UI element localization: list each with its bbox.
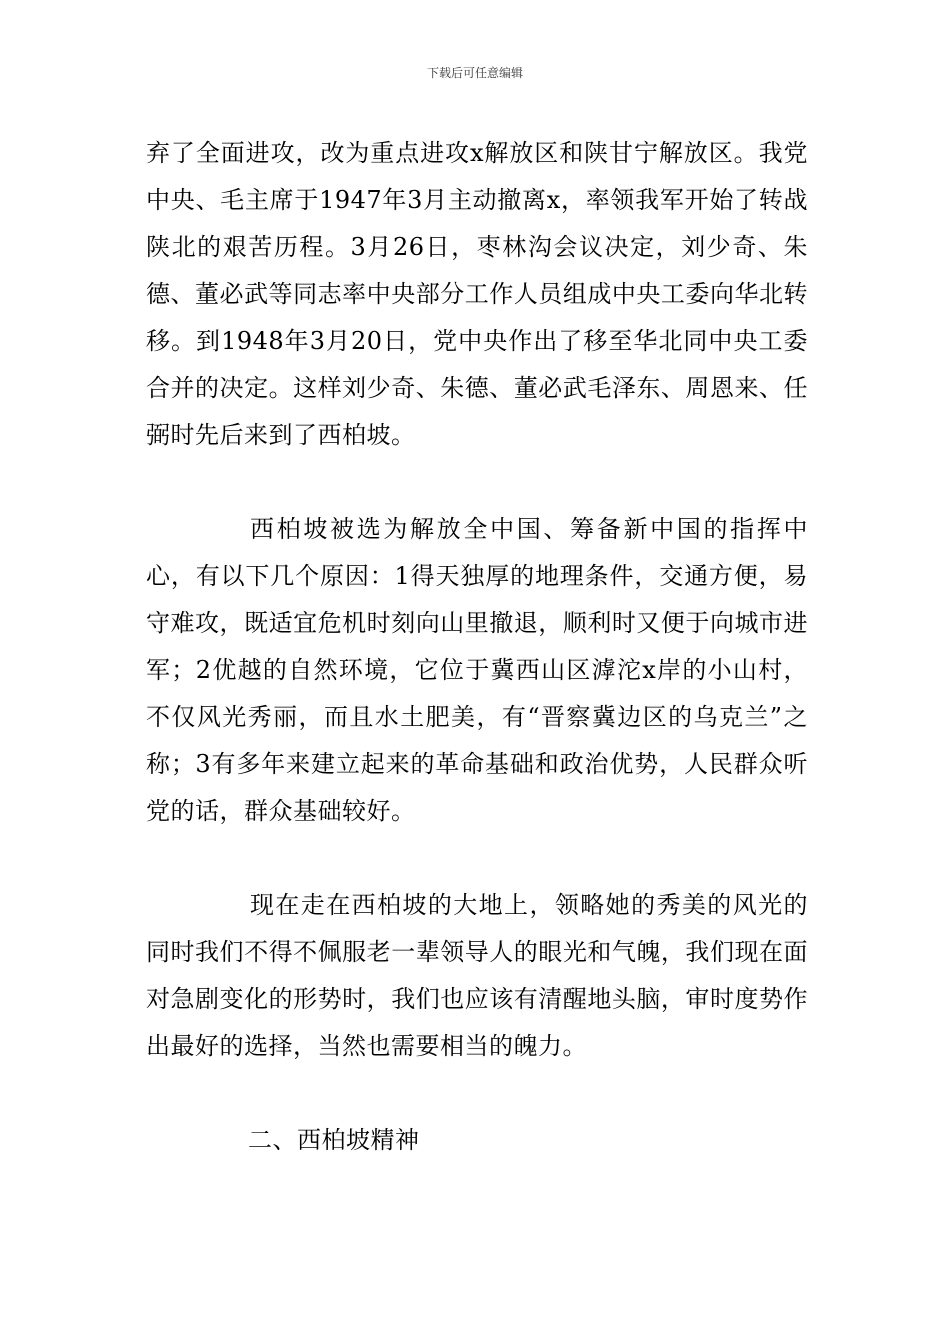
paragraph-reflection: 现在走在西柏坡的大地上，领略她的秀美的风光的同时我们不得不佩服老一辈领导人的眼光和气魄，我们现在面对急剧变化的形势时，我们也应该有清醒地头脑，审时度势作出最好的选择，当然也需要相当的魄力。 — [146, 891, 808, 1060]
document-body — [146, 130, 808, 1164]
paragraph-gap — [146, 1070, 808, 1117]
page-header-note: 下载后可任意编辑 — [426, 66, 523, 80]
paragraph-xibaipo-reasons: 西柏坡被选为解放全中国、筹备新中国的指挥中心，有以下几个原因：1得天独厚的地理条件，交通方便，易守难攻，既适宜危机时刻向山里撤退，顺利时又便于向城市进军；2优越的自然环境，它位于冀西山区滹沱x岸的小山村，不仅风光秀丽，而且水土肥美，有“晋察冀边区的乌克兰”之称；3有多年来建立起来的革命基础和政治优势，人民群众听党的话，群众基础较好。 — [146, 515, 808, 825]
paragraph-continuation: 弃了全面进攻，改为重点进攻x解放区和陕甘宁解放区。我党中央、毛主席于1947年3月主动撤离x，率领我军开始了转战陕北的艰苦历程。3月26日，枣林沟会议决定，刘少奇、朱德、董必武等同志率中央部分工作人员组成中央工委向华北转移。到1948年3月20日，党中央作出了移至华北同中央工委合并的决定。这样刘少奇、朱德、董必武毛泽东、周恩来、任弼时先后来到了西柏坡。 — [146, 139, 808, 449]
section-heading: 二、西柏坡精神 — [248, 1126, 420, 1154]
paragraph-gap — [146, 459, 808, 506]
paragraph-gap — [146, 835, 808, 882]
